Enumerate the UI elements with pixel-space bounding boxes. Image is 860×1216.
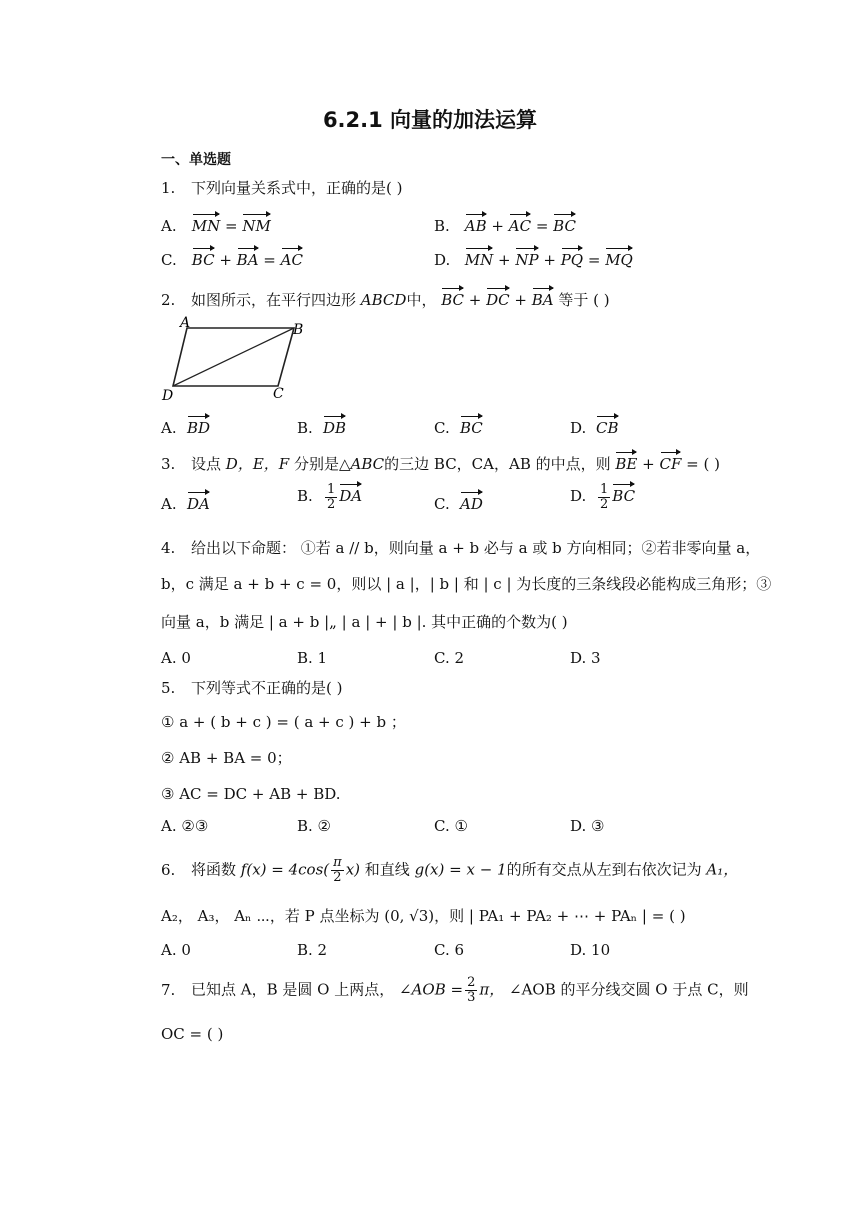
q3-option-a[interactable] (161, 490, 210, 514)
vector: MQ (605, 246, 633, 270)
q4-option-b[interactable]: B. 1 (297, 649, 328, 667)
page-title: 6.2.1 向量的加法运算 (322, 108, 538, 132)
function-f: f(x) = 4cos( (240, 860, 330, 879)
option-label: D. (434, 251, 451, 269)
fraction (331, 856, 344, 885)
question-number: 6. (161, 860, 176, 879)
question-number: 4. (161, 539, 176, 557)
question-stem: 下列等式不正确的是( ) (191, 679, 343, 697)
function-f-end: x) (345, 860, 361, 879)
option-label: B. (297, 487, 313, 505)
question-stem-middle: 中， (406, 291, 437, 309)
vector: AB (465, 212, 487, 236)
numerator: 2 (467, 975, 476, 990)
q5-option-c[interactable]: C. ① (434, 817, 468, 835)
question-text-middle: 和直线 (364, 860, 410, 879)
q2-option-b[interactable] (297, 414, 346, 438)
numerator: 1 (327, 481, 336, 497)
option-label: C. (434, 495, 450, 513)
question-stem-middle: 分别是 (293, 455, 339, 473)
question-2: 2. 如图所示，在平行四边形 ABCD中， BC + DC + BA 等于 ( ) (161, 286, 610, 310)
q4-option-a[interactable]: A. 0 (161, 649, 191, 667)
vector: NP (515, 246, 538, 270)
vector: MN (192, 212, 220, 236)
question-stem: 下列向量关系式中，正确的是( ) (191, 179, 403, 197)
question-text: 已知点 A，B 是圆 O 上两点， (191, 980, 395, 999)
vector: AC (509, 212, 531, 236)
vector: BA (532, 286, 554, 310)
option-label: B. (434, 217, 450, 235)
vector: DC (486, 286, 510, 310)
vector: DA (339, 482, 362, 506)
option-label: A. (161, 217, 177, 235)
vector: AD (460, 490, 483, 514)
q6-option-d[interactable]: D. 10 (570, 941, 611, 959)
question-stem: 如图所示，在平行四边形 (191, 291, 357, 309)
q4-option-d[interactable]: D. 3 (570, 649, 601, 667)
vertex-label-a: A (180, 316, 191, 331)
denominator: 2 (600, 496, 609, 512)
q2-option-a[interactable] (161, 414, 210, 438)
question-number: 7. (161, 980, 176, 999)
denominator: 3 (467, 990, 476, 1005)
numerator: 1 (600, 481, 609, 497)
pi-symbol: π， (479, 980, 505, 999)
q5-equation-3: ③ AC = DC + AB + BD. (161, 785, 341, 803)
option-label: C. (434, 419, 450, 437)
q5-equation-2: ② AB + BA = 0； (161, 749, 292, 767)
q6-option-a[interactable]: A. 0 (161, 941, 191, 959)
question-stem: 设点 (191, 455, 222, 473)
vertex-label-c: C (273, 386, 284, 400)
q2-option-c[interactable] (434, 414, 483, 438)
point-a1: A₁， (706, 860, 739, 879)
vector: BC (460, 414, 483, 438)
vector: BA (237, 246, 259, 270)
question-number: 1. (161, 179, 176, 197)
vector: BC (553, 212, 576, 236)
vertex-label-d: D (162, 388, 174, 400)
option-label: D. (570, 487, 587, 505)
fraction (598, 483, 610, 512)
section-heading: 一、单选题 (161, 152, 231, 168)
vector: CF (660, 450, 682, 474)
diagonal-db (173, 328, 294, 386)
q3-option-b[interactable] (297, 482, 362, 512)
question-text: 将函数 (191, 860, 237, 879)
question-stem-end: 等于 ( ) (558, 291, 610, 309)
function-g: g(x) = x − 1 (414, 860, 507, 879)
triangle-name: △ABC (338, 455, 385, 473)
question-stem-end: = ( ) (686, 455, 720, 473)
option-label: C. (161, 251, 177, 269)
question-6-line-2: A₂， A₃， Aₙ ⋯，若 P 点坐标为 (0, √3)，则 | PA₁ + PA₂ + ⋯ + PAₙ | = ( ) (161, 907, 686, 925)
question-5 (161, 678, 342, 698)
denominator: 2 (327, 496, 336, 512)
question-4-line-2: b，c 满足 a + b + c = 0，则以 | a |，| b | 和 | c | 为长度的三条线段必能构成三角形；③ (161, 575, 772, 593)
q1-option-c[interactable]: C. BC + BA = AC (161, 246, 303, 270)
question-stem-sides: 的三边 BC，CA，AB 的中点，则 (384, 455, 611, 473)
question-text: 给出以下命题： ①若 a // b，则向量 a + b 必与 a 或 b 方向相同；②若非零向量 a， (191, 539, 761, 557)
q1-option-a[interactable]: A. MN = NM (161, 212, 271, 236)
vector: CB (596, 414, 619, 438)
question-4-line-1 (161, 538, 760, 558)
option-label: B. (297, 419, 313, 437)
question-number: 2. (161, 291, 176, 309)
q5-option-b[interactable]: B. ② (297, 817, 332, 835)
vector: AC (281, 246, 303, 270)
vertex-label-b: B (293, 322, 304, 338)
question-number: 5. (161, 679, 176, 697)
question-4-line-3: 向量 a，b 满足 | a + b |„ | a | + | b |. 其中正确的个数为( ) (161, 613, 568, 631)
option-label: A. (161, 495, 177, 513)
q3-option-c[interactable] (434, 490, 483, 514)
vector: BC (441, 286, 464, 310)
vector: BE (615, 450, 637, 474)
question-number: 3. (161, 455, 176, 473)
option-label: A. (161, 419, 177, 437)
q5-option-d[interactable]: D. ③ (570, 817, 605, 835)
question-6-line-1 (161, 856, 738, 885)
vector: BC (612, 482, 635, 506)
vector: BC (192, 246, 215, 270)
question-1 (161, 178, 402, 198)
vector: PQ (561, 246, 583, 270)
vector: DB (323, 414, 346, 438)
vector: NM (242, 212, 270, 236)
fraction (325, 483, 337, 512)
q1-option-d[interactable]: D. MN + NP + PQ = MQ (434, 246, 633, 270)
angle-expression: ∠AOB = (399, 980, 464, 999)
vector: BD (187, 414, 210, 438)
q4-option-c[interactable]: C. 2 (434, 649, 465, 667)
q5-option-a[interactable]: A. ②③ (161, 817, 209, 835)
shape-name: ABCD (360, 291, 407, 309)
question-3: 3. 设点 D，E，F 分别是△ABC的三边 BC，CA，AB 的中点，则 BE + CF = ( ) (161, 450, 720, 474)
vector: DA (187, 490, 210, 514)
vector: MN (465, 246, 493, 270)
denominator: 2 (333, 870, 342, 885)
fraction (465, 976, 477, 1005)
question-text-end: ∠AOB 的平分线交圆 O 于点 C，则 (509, 980, 749, 999)
q3-option-d[interactable] (570, 482, 635, 512)
parallelogram-figure (160, 316, 310, 400)
q5-equation-1: ① a + ( b + c ) = ( a + c ) + b ； (161, 713, 406, 731)
q1-option-b[interactable]: B. AB + AC = BC (434, 212, 576, 236)
question-text-end: 的所有交点从左到右依次记为 (506, 860, 702, 879)
q2-option-d[interactable] (570, 414, 619, 438)
numerator: π (333, 855, 342, 870)
question-7-line-1 (161, 976, 749, 1005)
option-label: D. (570, 419, 587, 437)
points: D，E，F (225, 455, 290, 473)
q6-option-c[interactable]: C. 6 (434, 941, 465, 959)
q6-option-b[interactable]: B. 2 (297, 941, 328, 959)
question-7-line-2: OC = ( ) (161, 1025, 224, 1043)
